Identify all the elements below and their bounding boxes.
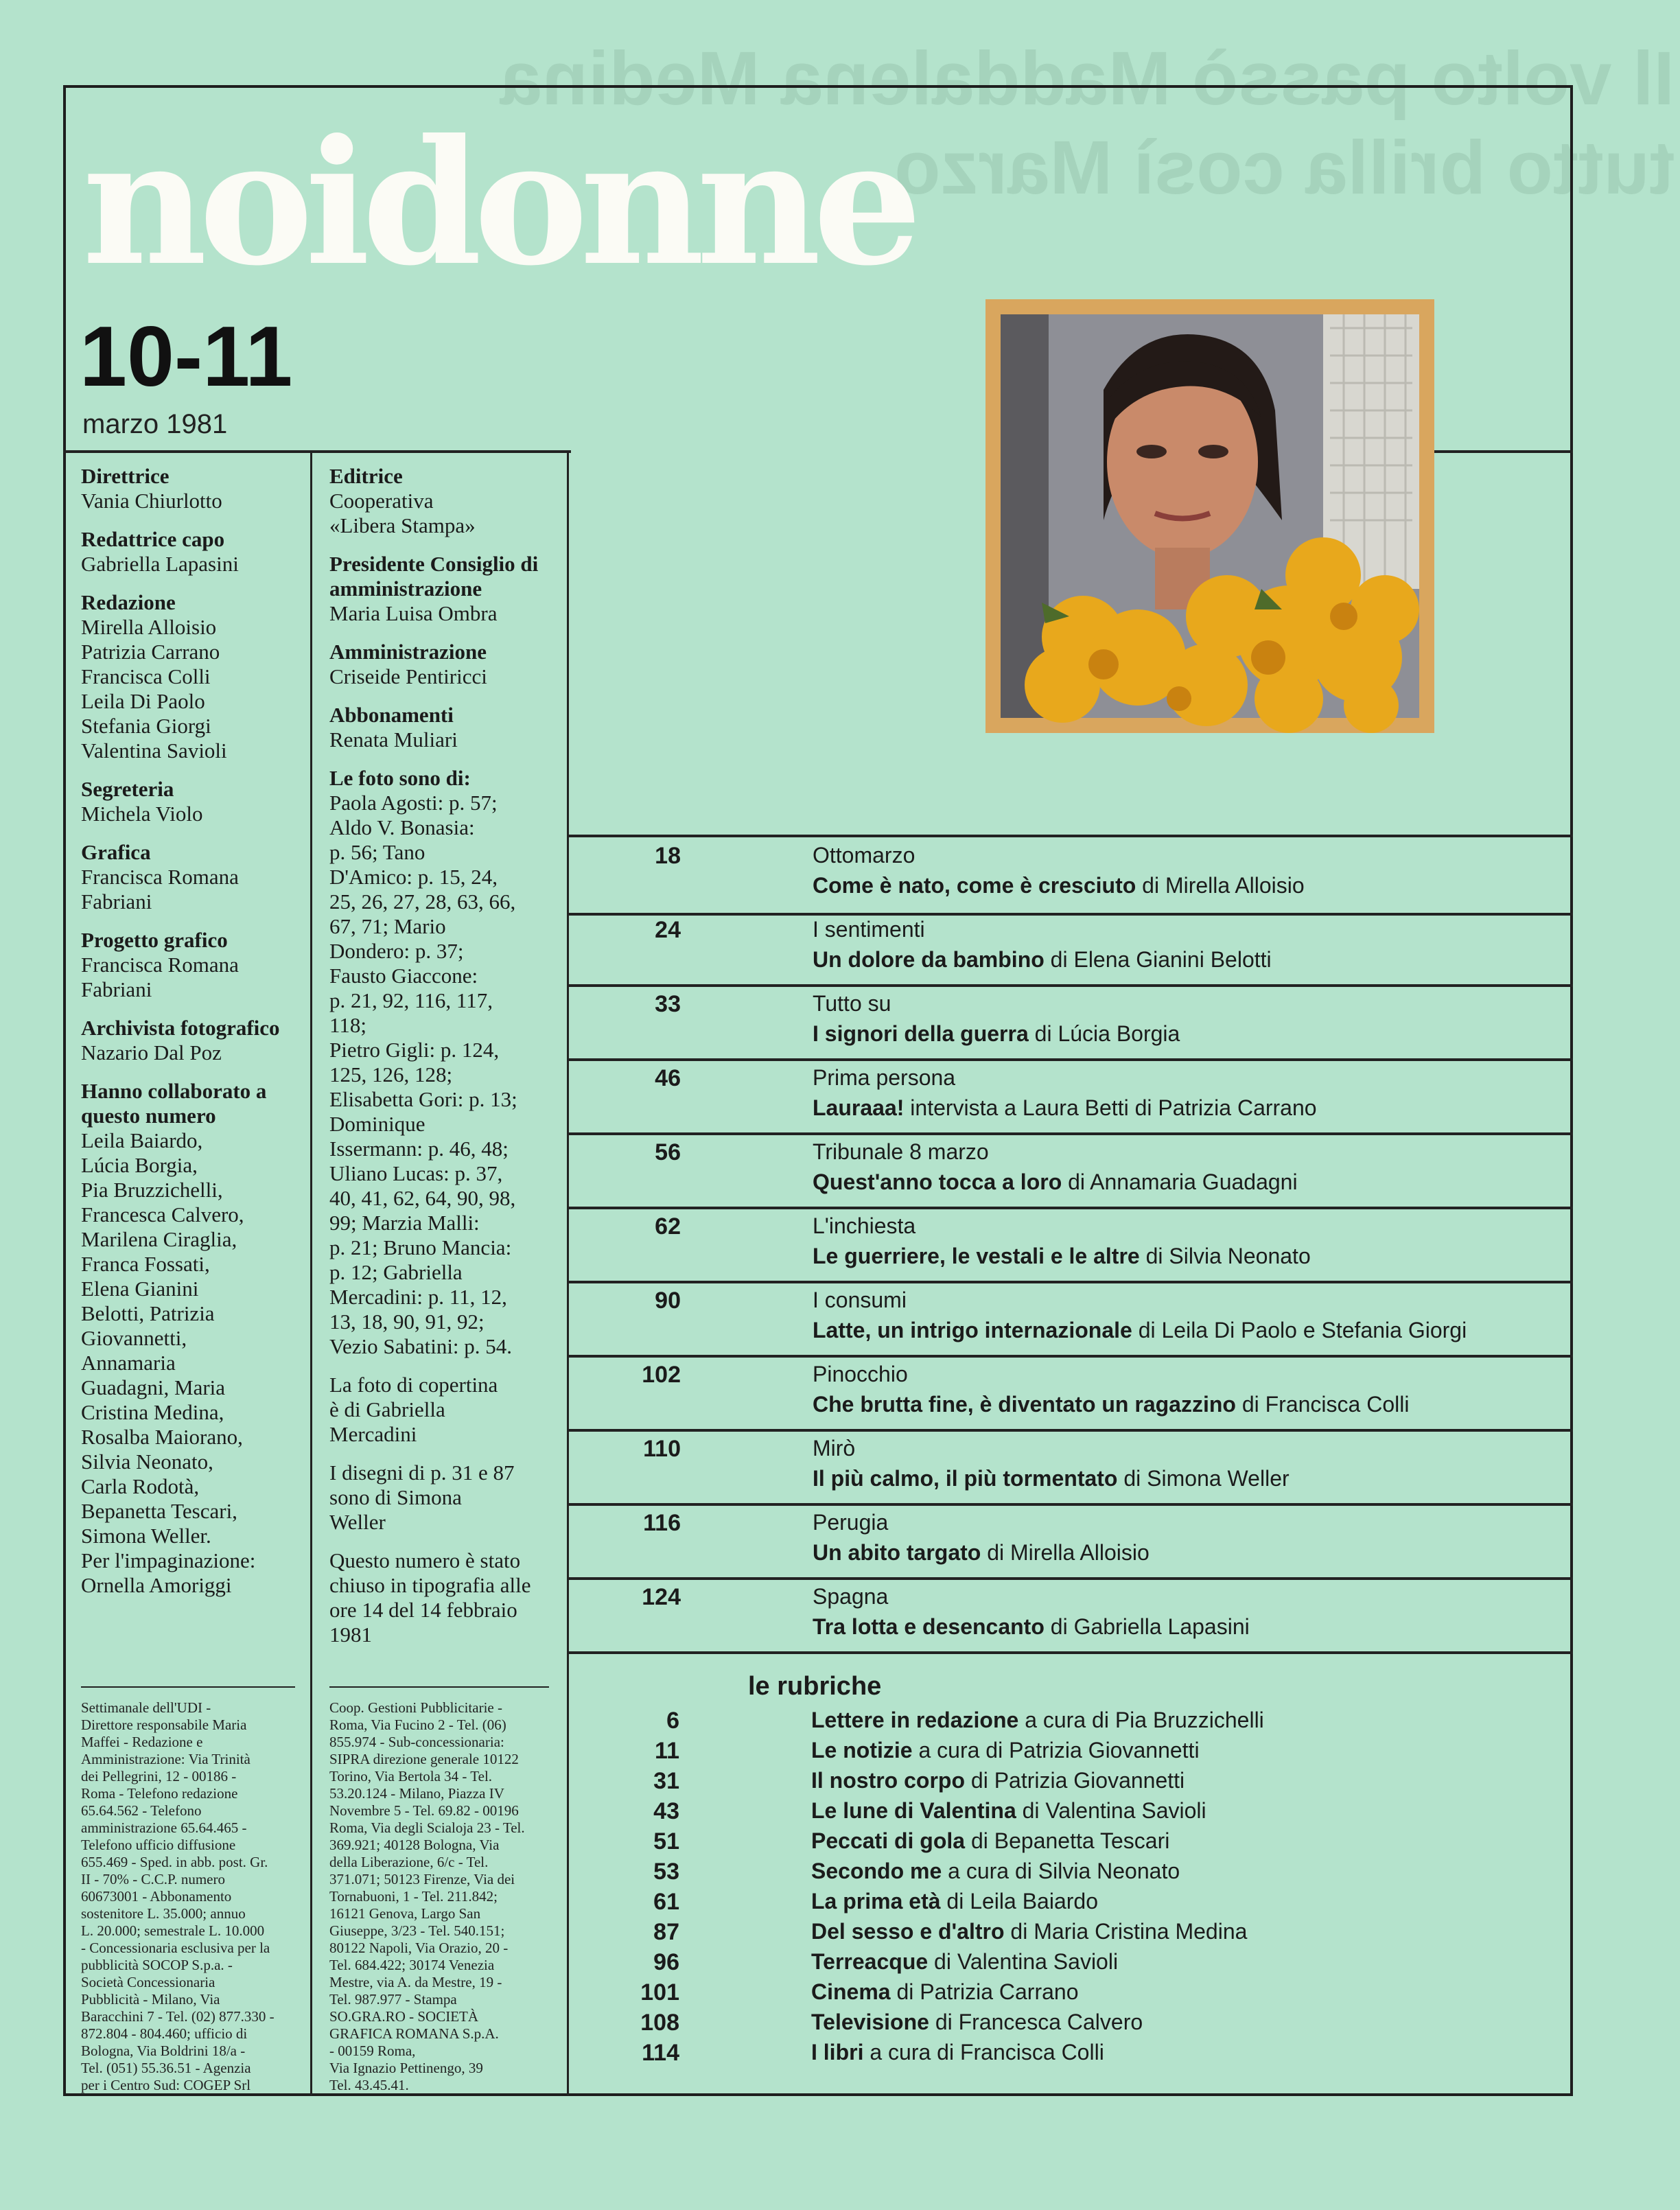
colophon-line: sono di Simona	[329, 1485, 462, 1509]
colophon-line: Patrizia Carrano	[81, 640, 220, 664]
colophon-line: è di Gabriella	[329, 1397, 445, 1421]
toc-author: di Leila Di Paolo e Stefania Giorgi	[1132, 1318, 1467, 1342]
ghost-line: Il volto passò Maddalena Medina	[500, 36, 1675, 121]
footnote-line: 655.469 - Sped. in abb. post. Gr.	[81, 1854, 268, 1870]
colophon-line: Carla Rodotà,	[81, 1474, 200, 1498]
toc-rule	[569, 1577, 1573, 1580]
footnote-line: Mestre, via A. da Mestre, 19 -	[329, 1974, 502, 1990]
toc-author: di Silvia Neonato	[1139, 1244, 1311, 1268]
toc-entry[interactable]	[570, 990, 1565, 1061]
colophon-line: Nazario Dal Poz	[81, 1040, 222, 1065]
toc-entry[interactable]	[570, 1286, 1565, 1358]
footnote-line: 60673001 - Abbonamento	[81, 1888, 232, 1905]
toc-rule	[569, 835, 1573, 837]
colophon-heading: Segreteria	[81, 777, 174, 801]
rubrica-author: di Valentina Savioli	[1016, 1798, 1206, 1823]
colophon-line: Marilena Ciraglia,	[81, 1227, 237, 1251]
rubrica-entry[interactable]	[570, 1949, 1530, 1979]
colophon-line: chiuso in tipografia alle	[329, 1573, 531, 1597]
footnote-line: GRAFICA ROMANA S.p.A.	[329, 2025, 499, 2042]
colophon-line: Franca Fossati,	[81, 1252, 210, 1276]
toc-author: di Mirella Alloisio	[1136, 873, 1305, 898]
rubrica-entry[interactable]	[570, 1768, 1530, 1798]
colophon-line: p. 21, 92, 116, 117,	[329, 988, 493, 1012]
colophon-line: Cristina Medina,	[81, 1400, 224, 1424]
colophon-line: Aldo V. Bonasia:	[329, 815, 475, 839]
footnote-line: SO.GRA.RO - SOCIETÀ	[329, 2008, 479, 2025]
toc-rule	[569, 1281, 1573, 1283]
rubrica-author: di Patrizia Carrano	[890, 1979, 1079, 2004]
footnote-line: Coop. Gestioni Pubblicitarie -	[329, 1699, 502, 1716]
rubrica-page-number: 51	[653, 1828, 679, 1854]
toc-entry[interactable]	[570, 1509, 1565, 1580]
toc-title: Come è nato, come è cresciuto	[813, 873, 1136, 898]
footnote-line: 53.20.124 - Milano, Piazza IV	[329, 1785, 504, 1802]
rubrica-title: Del sesso e d'altro	[811, 1919, 1005, 1944]
rubrica-entry[interactable]	[570, 1919, 1530, 1949]
footnote-rule-right	[329, 1686, 549, 1688]
colophon-line: ore 14 del 14 febbraio	[329, 1598, 517, 1622]
colophon-line: Ornella Amoriggi	[81, 1573, 232, 1597]
cover-photo	[985, 299, 1434, 733]
colophon-line: Elisabetta Gori: p. 13;	[329, 1087, 517, 1111]
toc-page-number: 56	[655, 1139, 681, 1165]
colophon-line: Francisca Colli	[81, 664, 211, 688]
rubrica-author: di Maria Cristina Medina	[1004, 1919, 1248, 1944]
footnote-line: 371.071; 50123 Firenze, Via dei	[329, 1871, 515, 1887]
toc-page-number: 33	[655, 991, 681, 1017]
colophon-line: Paola Agosti: p. 57;	[329, 791, 498, 815]
toc-title: Il più calmo, il più tormentato	[813, 1466, 1118, 1491]
rubrica-page-number: 61	[653, 1889, 679, 1915]
rubrica-title: Il nostro corpo	[811, 1768, 965, 1793]
colophon-line: Guadagni, Maria	[81, 1375, 226, 1399]
colophon-line: Giovannetti,	[81, 1326, 187, 1350]
colophon-line: Annamaria	[81, 1351, 176, 1375]
colophon-line: D'Amico: p. 15, 24,	[329, 865, 498, 889]
colophon-heading: Redattrice capo	[81, 527, 225, 551]
rubrica-entry[interactable]	[570, 1828, 1530, 1859]
footnote-line: 872.804 - 804.460; ufficio di	[81, 2025, 248, 2042]
footnote-line: Amministrazione: Via Trinità	[81, 1751, 250, 1767]
toc-entry[interactable]	[570, 1360, 1565, 1432]
toc-author: di Elena Gianini Belotti	[1044, 947, 1272, 972]
colophon-line: Weller	[329, 1510, 386, 1534]
colophon-line: Vezio Sabatini: p. 54.	[329, 1334, 513, 1358]
toc-page-number: 18	[655, 843, 681, 869]
rubrica-author: di Patrizia Giovannetti	[965, 1768, 1185, 1793]
colophon-heading: Redazione	[81, 590, 176, 614]
toc-title: Un abito targato	[813, 1540, 981, 1565]
toc-section: I sentimenti	[813, 917, 925, 942]
colophon-heading: Presidente Consiglio di amministrazione	[329, 552, 539, 601]
footnote-line: Pubblicità - Milano, Via	[81, 1991, 220, 2008]
footnote-line: 16121 Genova, Largo San	[329, 1905, 481, 1922]
footnote-rule-left	[81, 1686, 295, 1688]
toc-page-number: 116	[643, 1510, 681, 1536]
toc-section: Ottomarzo	[813, 843, 915, 868]
colophon-line: 40, 41, 62, 64, 90, 98,	[329, 1186, 516, 1210]
colophon-line: 25, 26, 27, 28, 63, 66,	[329, 889, 516, 914]
rubrica-entry[interactable]	[570, 1738, 1530, 1768]
footnote-line: Direttore responsabile Maria	[81, 1717, 247, 1733]
colophon-line: «Libera Stampa»	[329, 513, 476, 537]
footnote-line: Tel. 987.977 - Stampa	[329, 1991, 457, 2008]
toc-page-number: 62	[655, 1213, 681, 1240]
ghost-line: tutto brilla così Marzo	[894, 126, 1675, 210]
toc-title: Lauraaa!	[813, 1095, 905, 1120]
footnote-line: Tornabuoni, 1 - Tel. 211.842;	[329, 1888, 498, 1905]
colophon-line: 13, 18, 90, 91, 92;	[329, 1310, 485, 1334]
footnote-line: Società Concessionaria	[81, 1974, 215, 1990]
toc-section: I consumi	[813, 1288, 907, 1312]
toc-title: Le guerriere, le vestali e le altre	[813, 1244, 1140, 1268]
footnote-line: Novembre 5 - Tel. 69.82 - 00196	[329, 1802, 519, 1819]
toc-title: Che brutta fine, è diventato un ragazzino	[813, 1392, 1236, 1417]
toc-section: Perugia	[813, 1510, 889, 1535]
colophon-line: Uliano Lucas: p. 37,	[329, 1161, 503, 1185]
rubrica-entry[interactable]	[570, 2010, 1530, 2040]
footnote-line: dei Pellegrini, 12 - 00186 -	[81, 1768, 237, 1784]
colophon-line: 125, 126, 128;	[329, 1062, 453, 1086]
colophon-heading: Direttrice	[81, 464, 170, 488]
footnote-line: Telefono ufficio diffusione	[81, 1837, 236, 1853]
rubrica-page-number: 87	[653, 1919, 679, 1945]
toc-author: di Simona Weller	[1117, 1466, 1290, 1491]
masthead-rule-right	[1434, 450, 1573, 453]
footnote-line: Giuseppe, 3/23 - Tel. 540.151;	[329, 1922, 505, 1939]
colophon-line: 99; Marzia Malli:	[329, 1211, 480, 1235]
rubrica-page-number: 108	[640, 2010, 679, 2036]
toc-author: intervista a Laura Betti di Patrizia Carrano	[904, 1095, 1317, 1120]
colophon-line: Questo numero è stato	[329, 1548, 521, 1572]
toc-entry[interactable]	[570, 1138, 1565, 1209]
colophon-line: Mercadini: p. 11, 12,	[329, 1285, 507, 1309]
colophon-line: I disegni di p. 31 e 87	[329, 1461, 515, 1485]
toc-section: Pinocchio	[813, 1362, 908, 1386]
colophon-line: Leila Di Paolo	[81, 689, 205, 713]
toc-page-number: 90	[655, 1288, 681, 1314]
footnote-line: SIPRA direzione generale 10122	[329, 1751, 519, 1767]
rubrica-title: Peccati di gola	[811, 1828, 966, 1853]
toc-page-number: 102	[642, 1362, 681, 1388]
colophon-line: Fausto Giaccone:	[329, 964, 478, 988]
footnote-line: della Liberazione, 6/c - Tel.	[329, 1854, 489, 1870]
toc-title: Latte, un intrigo internazionale	[813, 1318, 1132, 1342]
colophon-line: Lúcia Borgia,	[81, 1153, 198, 1177]
footnote-line: 80122 Napoli, Via Orazio, 20 -	[329, 1940, 509, 1956]
rubrica-title: Lettere in redazione	[811, 1708, 1019, 1732]
rubrica-author: a cura di Pia Bruzzichelli	[1018, 1708, 1264, 1732]
rubrica-title: Televisione	[811, 2010, 929, 2034]
toc-rule	[569, 984, 1573, 987]
toc-entry[interactable]	[570, 916, 1565, 987]
colophon-line: Simona Weller.	[81, 1524, 211, 1548]
footnote-line: Via Ignazio Pettinengo, 39	[329, 2060, 483, 2076]
rubrica-entry[interactable]	[570, 2040, 1530, 2070]
rubrica-author: di Leila Baiardo	[940, 1889, 1098, 1914]
footnote-line: 855.974 - Sub-concessionaria:	[329, 1734, 504, 1750]
column-divider-2	[567, 453, 569, 2096]
footnote-line: 65.64.562 - Telefono	[81, 1802, 202, 1819]
colophon-line: p. 21; Bruno Mancia:	[329, 1235, 512, 1259]
rubrica-entry[interactable]	[570, 1889, 1530, 1919]
footnote-line: II - 70% - C.C.P. numero	[81, 1871, 225, 1887]
colophon-line: Francisca Romana	[81, 865, 239, 889]
toc-author: di Francisca Colli	[1235, 1392, 1410, 1417]
footnote-line: Tel. 684.422; 30174 Venezia	[329, 1957, 495, 1973]
publisher-info	[81, 1699, 307, 2094]
footnote-line: Roma - Telefono redazione	[81, 1785, 238, 1802]
rubrica-title: Secondo me	[811, 1859, 942, 1883]
colophon-line: Cooperativa	[329, 489, 434, 513]
colophon-line: Silvia Neonato,	[81, 1450, 213, 1474]
footnote-line: Torino, Via Bertola 34 - Tel.	[329, 1768, 493, 1784]
colophon-line: Dominique	[329, 1112, 425, 1136]
colophon-line: Renata Muliari	[329, 728, 458, 752]
footnote-line: - Concessionaria esclusiva per la	[81, 1940, 270, 1956]
rubrica-author: di Bepanetta Tescari	[965, 1828, 1170, 1853]
rubrica-title: Le notizie	[811, 1738, 913, 1763]
portrait-woman-with-mimosa-image	[1001, 314, 1419, 718]
colophon-line: Gabriella Lapasini	[81, 552, 239, 576]
colophon-heading: Abbonamenti	[329, 703, 454, 727]
colophon-line: Criseide Pentiricci	[329, 664, 487, 688]
rubriche-heading: le rubriche	[748, 1672, 882, 1701]
footnote-line: Tel. (051) 55.36.51 - Agenzia	[81, 2060, 251, 2076]
masthead-rule	[63, 450, 571, 453]
toc-entry[interactable]	[570, 1583, 1565, 1654]
rubrica-author: di Francesca Calvero	[929, 2010, 1143, 2034]
rubrica-page-number: 6	[666, 1708, 679, 1734]
column-divider-1	[310, 453, 312, 2096]
colophon-line: p. 56; Tano	[329, 840, 425, 864]
rubrica-title: La prima età	[811, 1889, 941, 1914]
toc-page-number: 124	[642, 1584, 681, 1610]
toc-rule	[569, 1355, 1573, 1358]
footnote-line: L. 20.000; semestrale L. 10.000	[81, 1922, 265, 1939]
footnote-line: per i Centro Sud: COGEP Srl	[81, 2077, 251, 2093]
toc-entry[interactable]	[570, 1064, 1565, 1135]
colophon-line: Pietro Gigli: p. 124,	[329, 1038, 500, 1062]
toc-section: Prima persona	[813, 1065, 956, 1090]
footnote-line: Settimanale dell'UDI -	[81, 1699, 211, 1716]
rubrica-title: I libri	[811, 2040, 864, 2064]
toc-entry[interactable]	[570, 841, 1565, 913]
colophon-line: 67, 71; Mario	[329, 914, 446, 938]
colophon-line: Fabriani	[81, 977, 152, 1001]
colophon-heading: Amministrazione	[329, 640, 487, 664]
rubrica-page-number: 96	[653, 1949, 679, 1975]
footnote-line: Maffei - Redazione e	[81, 1734, 203, 1750]
toc-rule	[569, 1429, 1573, 1432]
colophon-line: Michela Violo	[81, 802, 203, 826]
rubrica-author: a cura di Francisca Colli	[863, 2040, 1104, 2064]
issue-date: marzo 1981	[82, 409, 228, 439]
toc-page-number: 24	[655, 917, 681, 943]
rubrica-author: di Valentina Savioli	[928, 1949, 1119, 1974]
toc-section: Tutto su	[813, 991, 891, 1016]
colophon-line: Per l'impaginazione:	[81, 1548, 256, 1572]
rubrica-title: Cinema	[811, 1979, 891, 2004]
toc-rule	[569, 1207, 1573, 1209]
toc-rule	[569, 1503, 1573, 1506]
colophon-line: Issermann: p. 46, 48;	[329, 1137, 509, 1161]
colophon-line: Rosalba Maiorano,	[81, 1425, 243, 1449]
colophon-line: Mercadini	[329, 1422, 417, 1446]
toc-author: di Gabriella Lapasini	[1044, 1614, 1250, 1639]
colophon-line: Vania Chiurlotto	[81, 489, 222, 513]
colophon-line: 1981	[329, 1622, 372, 1647]
colophon-line: Belotti, Patrizia	[81, 1301, 215, 1325]
colophon-line: Valentina Savioli	[81, 738, 227, 763]
colophon-line: p. 12; Gabriella	[329, 1260, 463, 1284]
toc-title: Tra lotta e desencanto	[813, 1614, 1045, 1639]
toc-author: di Annamaria Guadagni	[1062, 1170, 1298, 1194]
rubrica-page-number: 43	[653, 1798, 679, 1824]
magazine-logo: noidonne	[82, 102, 914, 303]
footnote-line: Tel. 43.45.41.	[329, 2077, 409, 2093]
rubrica-page-number: 114	[642, 2040, 679, 2066]
colophon-line: Bepanetta Tescari,	[81, 1499, 237, 1523]
footnote-line: amministrazione 65.64.465 -	[81, 1819, 247, 1836]
footnote-line: pubblicità SOCOP S.p.a. -	[81, 1957, 233, 1973]
colophon-left	[81, 464, 307, 1612]
rubrica-title: Terreacque	[811, 1949, 929, 1974]
colophon-right	[329, 464, 563, 1661]
colophon-heading: Grafica	[81, 840, 151, 864]
rubrica-page-number: 11	[655, 1738, 679, 1764]
footnote-line: Roma, Via Fucino 2 - Tel. (06)	[329, 1717, 506, 1733]
rubrica-author: a cura di Patrizia Giovannetti	[912, 1738, 1200, 1763]
colophon-line: Fabriani	[81, 889, 152, 914]
colophon-line: Francesca Calvero,	[81, 1202, 244, 1226]
toc-rule	[569, 1132, 1573, 1135]
toc-rule	[569, 1058, 1573, 1061]
colophon-line: Pia Bruzzichelli,	[81, 1178, 223, 1202]
rubrica-author: a cura di Silvia Neonato	[942, 1859, 1180, 1883]
toc-title: Quest'anno tocca a loro	[813, 1170, 1062, 1194]
colophon-heading: Archivista fotografico	[81, 1016, 280, 1040]
toc-page-number: 110	[643, 1436, 681, 1462]
colophon-line: La foto di copertina	[329, 1373, 498, 1397]
toc-author: di Lúcia Borgia	[1028, 1021, 1180, 1046]
colophon-heading: Hanno collaborato a questo numero	[81, 1079, 267, 1128]
colophon-line: Stefania Giorgi	[81, 714, 211, 738]
toc-title: I signori della guerra	[813, 1021, 1029, 1046]
advertising-info	[329, 1699, 563, 2094]
colophon-heading: Progetto grafico	[81, 928, 228, 952]
footnote-line: Bologna, Via Boldrini 18/a -	[81, 2043, 246, 2059]
toc-page-number: 46	[655, 1065, 681, 1091]
toc-entry[interactable]	[570, 1434, 1565, 1506]
colophon-line: Dondero: p. 37;	[329, 939, 464, 963]
footnote-line: sostenitore L. 35.000; annuo	[81, 1905, 246, 1922]
toc-section: Tribunale 8 marzo	[813, 1139, 989, 1164]
colophon-line: Mirella Alloisio	[81, 615, 217, 639]
toc-section: L'inchiesta	[813, 1213, 916, 1238]
colophon-heading: Le foto sono di:	[329, 766, 471, 790]
colophon-heading: Editrice	[329, 464, 403, 488]
footnote-line: Roma, Via degli Scialoja 23 - Tel.	[329, 1819, 525, 1836]
colophon-line: Maria Luisa Ombra	[329, 601, 498, 625]
toc-entry[interactable]	[570, 1212, 1565, 1283]
rubrica-page-number: 53	[653, 1859, 679, 1885]
colophon-line: Francisca Romana	[81, 953, 239, 977]
rubrica-entry[interactable]	[570, 1859, 1530, 1889]
rubrica-entry[interactable]	[570, 1708, 1530, 1738]
toc-author: di Mirella Alloisio	[981, 1540, 1150, 1565]
rubrica-page-number: 101	[640, 1979, 679, 2005]
colophon-line: Leila Baiardo,	[81, 1128, 203, 1152]
colophon-line: Elena Gianini	[81, 1277, 199, 1301]
colophon-line: 118;	[329, 1013, 366, 1037]
footnote-line: - 00159 Roma,	[329, 2043, 416, 2059]
footnote-line: 369.921; 40128 Bologna, Via	[329, 1837, 500, 1853]
rubrica-title: Le lune di Valentina	[811, 1798, 1016, 1823]
footnote-line: Baracchini 7 - Tel. (02) 877.330 -	[81, 2008, 275, 2025]
toc-section: Mirò	[813, 1436, 856, 1461]
toc-section: Spagna	[813, 1584, 889, 1609]
rubrica-page-number: 31	[653, 1768, 679, 1794]
rubrica-entry[interactable]	[570, 1798, 1530, 1828]
rubrica-entry[interactable]	[570, 1979, 1530, 2010]
issue-number: 10-11	[80, 310, 293, 404]
toc-rule	[569, 1651, 1573, 1654]
toc-title: Un dolore da bambino	[813, 947, 1045, 972]
